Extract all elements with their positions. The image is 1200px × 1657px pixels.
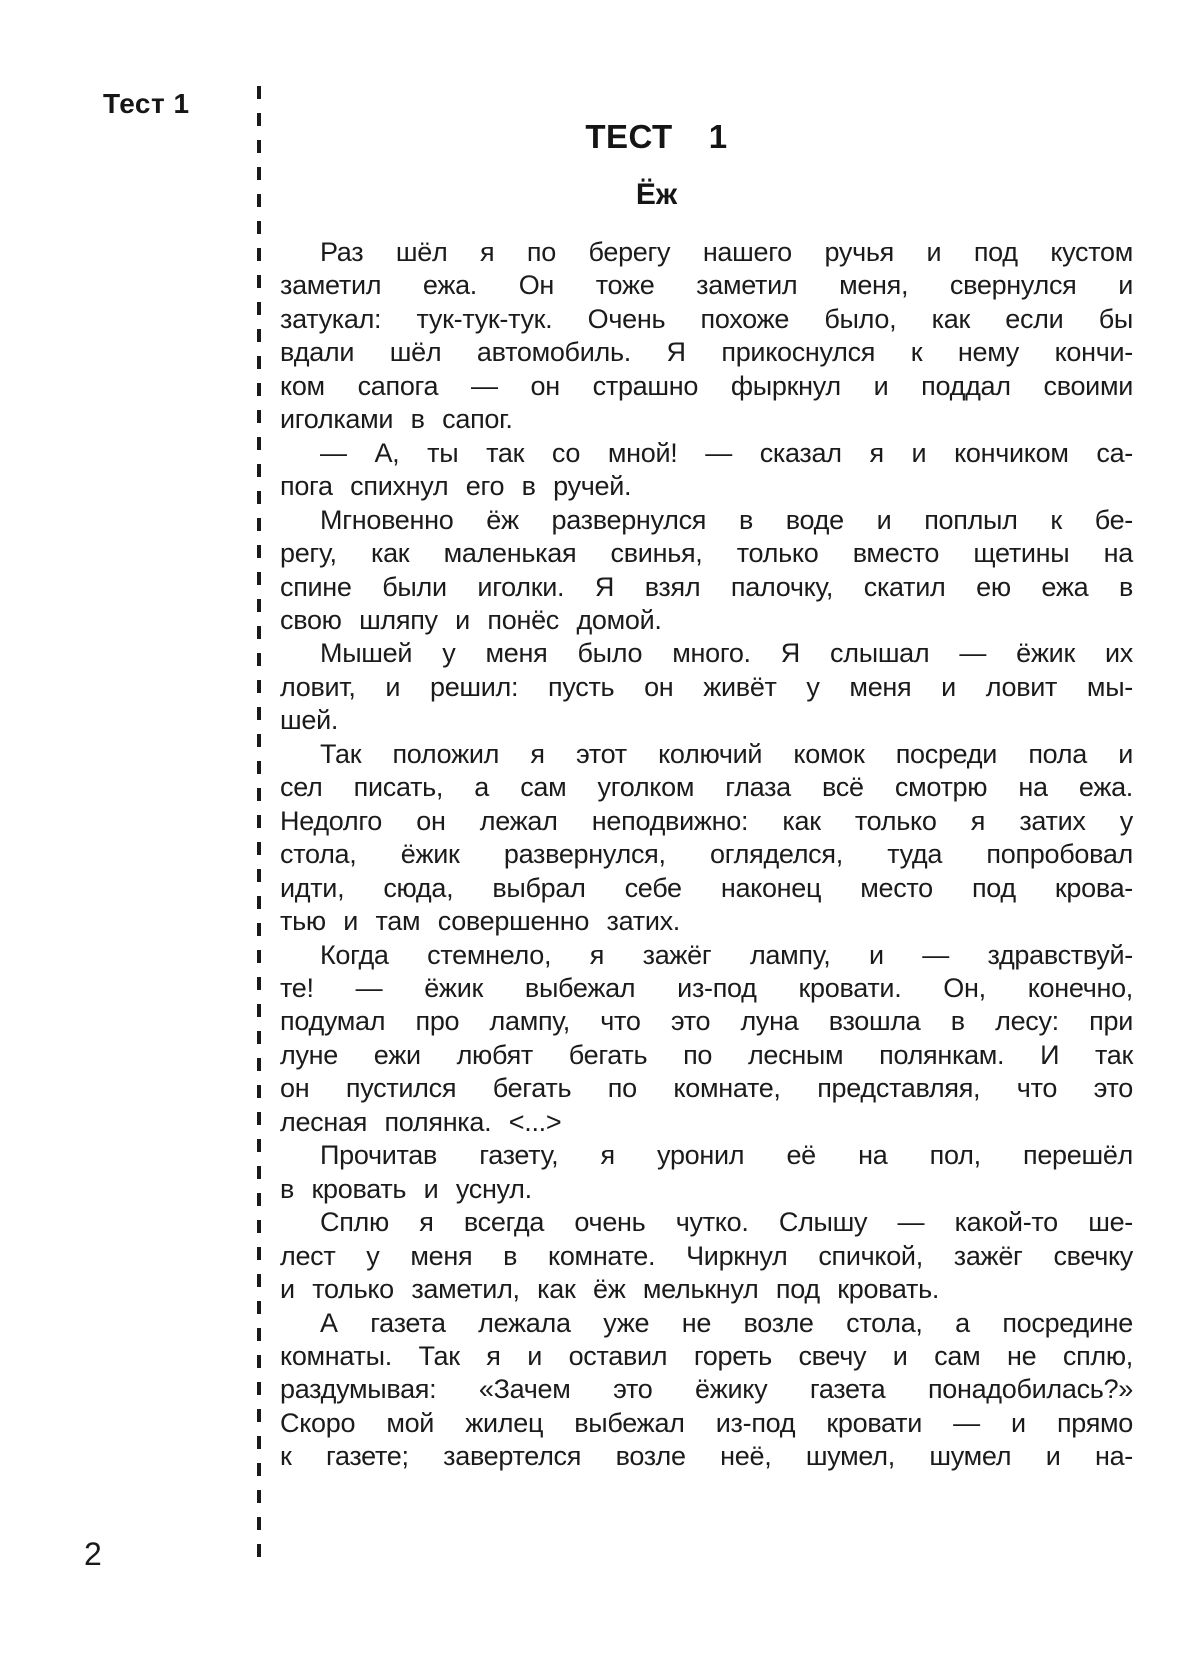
page-number: 2 [84, 1536, 102, 1572]
text-line: Прочитав газету, я уронил её на пол, перешёл [320, 1140, 1133, 1171]
text-line: Раз шёл я по берегу нашего ручья и под кустом [320, 237, 1133, 267]
text-line: лест у меня в комнате. Чиркнул спичкой, зажёг свечку [280, 1240, 1133, 1271]
margin-test-label: Тест 1 [103, 88, 190, 119]
text-line: А газета лежала уже не возле стола, а посредине [320, 1307, 1133, 1338]
text-line: ком сапога — он страшно фыркнул и поддал своими [280, 370, 1133, 401]
text-line: луне ежи любят бегать по лесным полянкам. И так [280, 1039, 1133, 1070]
text-line: Так положил я этот колючий комок посреди пола и [320, 738, 1133, 769]
text-line: идти, сюда, выбрал себе наконец место под крова- [280, 872, 1133, 903]
text-line: тью и там совершенно затих. [280, 906, 681, 937]
text-line: пога спихнул его в ручей. [280, 471, 632, 502]
text-line: Когда стемнело, я зажёг лампу, и — здравствуй- [320, 939, 1133, 970]
text-line: шей. [280, 705, 339, 736]
story-title: Ёж [635, 178, 678, 211]
text-line: заметил ежа. Он тоже заметил меня, свернулся и [280, 270, 1133, 301]
text-line: ловит, и решил: пусть он живёт у меня и ловит мы- [280, 671, 1133, 702]
text-line: Мгновенно ёж развернулся в воде и поплыл к бе- [320, 504, 1133, 535]
text-line: те! — ёжик выбежал из-под кровати. Он, конечно, [280, 972, 1133, 1003]
text-line: Недолго он лежал неподвижно: как только я затих у [280, 805, 1133, 836]
text-line: затукал: тук-тук-тук. Очень похоже было, как если бы [280, 303, 1133, 334]
dashed-divider-line [257, 86, 261, 1568]
text-line: раздумывая: «Зачем это ёжику газета понадобилась?» [280, 1374, 1133, 1405]
text-line: — А, ты так со мной! — сказал я и кончиком са- [320, 437, 1133, 468]
text-line: Сплю я всегда очень чутко. Слышу — какой-то ше- [320, 1207, 1133, 1238]
text-line: в кровать и уснул. [280, 1173, 532, 1204]
text-line: спине были иголки. Я взял палочку, скатил ею ежа в [280, 571, 1133, 602]
text-line: и только заметил, как ёж мелькнул под кровать. [280, 1274, 940, 1305]
page-content [280, 118, 1133, 1474]
text-line: стола, ёжик развернулся, огляделся, туда попробовал [280, 839, 1133, 870]
text-line: к газете; завертелся возле неё, шумел, шумел и на- [280, 1441, 1133, 1472]
text-line: свою шляпу и понёс домой. [280, 604, 662, 635]
text-line: сел писать, а сам уголком глаза всё смотрю на ежа. [280, 772, 1133, 803]
text-line: комнаты. Так я и оставил гореть свечу и сам не сплю, [280, 1340, 1133, 1371]
page-title: ТЕСТ 1 [585, 118, 728, 155]
text-line: лесная полянка. <...> [280, 1106, 562, 1137]
text-line: Мышей у меня было много. Я слышал — ёжик их [320, 638, 1133, 669]
story-lines [280, 236, 1133, 1474]
text-line: регу, как маленькая свинья, только вместо щетины на [280, 538, 1133, 569]
text-line: Скоро мой жилец выбежал из-под кровати — и прямо [280, 1407, 1133, 1438]
text-line: он пустился бегать по комнате, представляя, что это [280, 1073, 1133, 1104]
text-line: иголками в сапог. [280, 404, 513, 435]
page-header [230, 118, 1083, 212]
text-line: подумал про лампу, что это луна взошла в лесу: при [280, 1006, 1133, 1037]
text-line: вдали шёл автомобиль. Я прикоснулся к нему кончи- [280, 337, 1133, 368]
